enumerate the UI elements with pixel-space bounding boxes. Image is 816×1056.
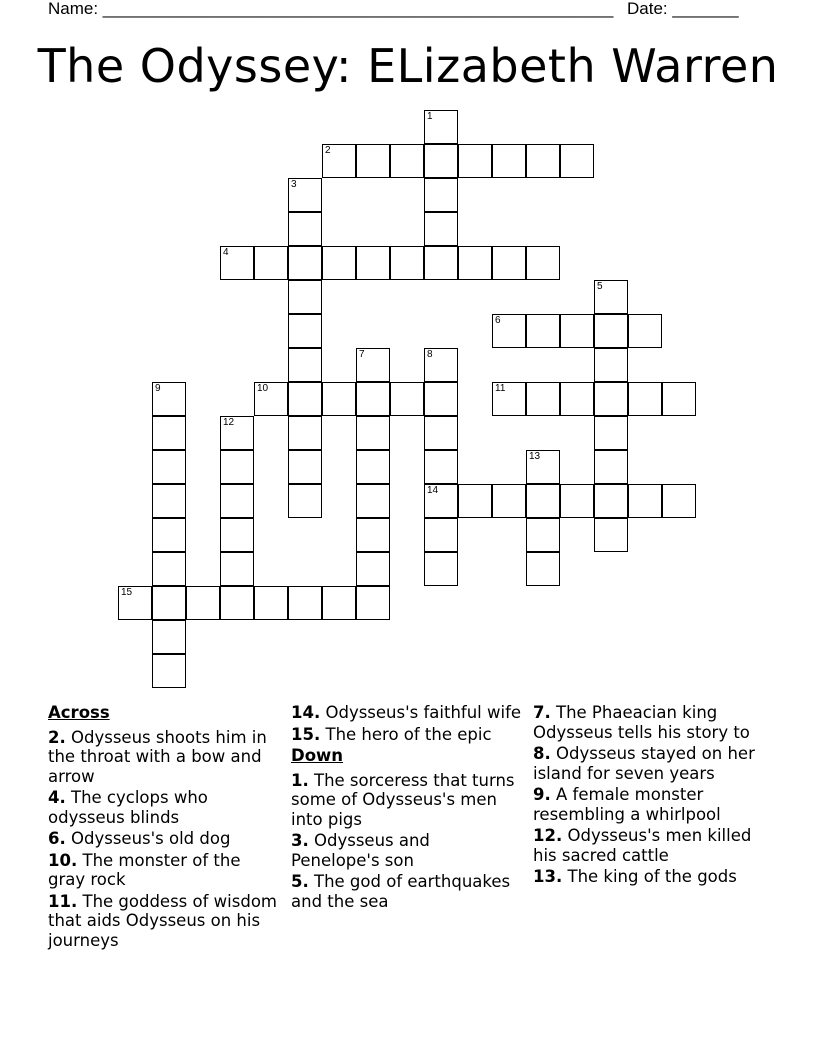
across-clue-6 xyxy=(48,829,280,849)
cell-number: 10 xyxy=(257,383,269,394)
grid-cell[interactable] xyxy=(152,416,186,450)
grid-cell[interactable] xyxy=(356,246,390,280)
grid-cell[interactable] xyxy=(594,280,628,314)
grid-cell[interactable] xyxy=(424,348,458,382)
grid-cell[interactable] xyxy=(424,552,458,586)
across-clue-10 xyxy=(48,851,280,890)
grid-cell[interactable] xyxy=(118,586,152,620)
clue-column-3 xyxy=(533,703,773,889)
grid-cell[interactable] xyxy=(492,246,526,280)
clue-number: 5. xyxy=(291,872,309,891)
grid-cell[interactable] xyxy=(322,586,356,620)
down-clue-8 xyxy=(533,744,773,783)
grid-cell[interactable] xyxy=(594,416,628,450)
grid-cell[interactable] xyxy=(560,314,594,348)
grid-cell[interactable] xyxy=(424,246,458,280)
grid-cell[interactable] xyxy=(152,518,186,552)
across-clue-4 xyxy=(48,788,280,827)
cell-number: 5 xyxy=(597,281,603,292)
clue-number: 2. xyxy=(48,727,66,747)
grid-cell[interactable] xyxy=(220,518,254,552)
grid-cell[interactable] xyxy=(288,484,322,518)
grid-cell[interactable] xyxy=(152,450,186,484)
grid-cell[interactable] xyxy=(322,246,356,280)
grid-cell[interactable] xyxy=(458,484,492,518)
grid-cell[interactable] xyxy=(288,348,322,382)
grid-cell[interactable] xyxy=(390,246,424,280)
cell-number: 3 xyxy=(291,179,297,190)
grid-cell[interactable] xyxy=(288,178,322,212)
clue-text: The Phaeacian king Odysseus tells his story to xyxy=(533,703,750,742)
grid-cell[interactable] xyxy=(526,518,560,552)
clue-text: Odysseus and Penelope's son xyxy=(291,831,430,870)
grid-cell[interactable] xyxy=(220,586,254,620)
down-clue-12 xyxy=(533,826,773,865)
across-clue-15 xyxy=(291,725,523,745)
grid-cell[interactable] xyxy=(424,110,458,144)
cell-number: 9 xyxy=(155,383,161,394)
clue-text: Odysseus's men killed his sacred cattle xyxy=(533,826,752,865)
grid-cell[interactable] xyxy=(458,246,492,280)
grid-cell[interactable] xyxy=(594,382,628,416)
clue-text: The goddess of wisdom that aids Odysseus on his journeys xyxy=(48,891,277,950)
cell-number: 8 xyxy=(427,349,433,360)
grid-cell[interactable] xyxy=(526,144,560,178)
clue-text: The hero of the epic xyxy=(325,724,492,744)
grid-cell[interactable] xyxy=(254,382,288,416)
clue-column-2 xyxy=(291,703,523,913)
across-clue-2 xyxy=(48,728,280,787)
grid-cell[interactable] xyxy=(152,484,186,518)
clue-number: 9. xyxy=(533,785,551,804)
clue-number: 6. xyxy=(48,829,66,848)
down-clue-3 xyxy=(291,831,523,870)
grid-cell[interactable] xyxy=(560,144,594,178)
grid-cell[interactable] xyxy=(220,246,254,280)
clue-text: The god of earthquakes and the sea xyxy=(291,872,511,911)
cell-number: 12 xyxy=(223,417,235,428)
grid-cell[interactable] xyxy=(356,382,390,416)
cell-number: 11 xyxy=(495,383,506,394)
clue-number: 7. xyxy=(533,703,551,722)
clue-number: 4. xyxy=(48,788,66,807)
clue-text: The monster of the gray rock xyxy=(48,850,241,889)
grid-cell[interactable] xyxy=(594,450,628,484)
clue-text: The sorceress that turns some of Odysseus's men into pigs xyxy=(291,770,515,829)
grid-cell[interactable] xyxy=(628,484,662,518)
grid-cell[interactable] xyxy=(526,552,560,586)
grid-cell[interactable] xyxy=(152,586,186,620)
grid-cell[interactable] xyxy=(662,382,696,416)
grid-cell[interactable] xyxy=(356,450,390,484)
grid-cell[interactable] xyxy=(288,314,322,348)
clue-text: Odysseus's old dog xyxy=(71,829,231,848)
cell-number: 6 xyxy=(495,315,501,326)
down-clue-7 xyxy=(533,703,773,742)
grid-cell[interactable] xyxy=(492,484,526,518)
grid-cell[interactable] xyxy=(288,416,322,450)
grid-cell[interactable] xyxy=(458,144,492,178)
grid-cell[interactable] xyxy=(390,382,424,416)
across-clue-11 xyxy=(48,892,280,951)
grid-cell[interactable] xyxy=(594,348,628,382)
grid-cell[interactable] xyxy=(356,144,390,178)
clue-number: 11. xyxy=(48,891,78,911)
grid-cell[interactable] xyxy=(492,314,526,348)
name-field-line: Name: ______________________________________________________ xyxy=(48,0,614,18)
grid-cell[interactable] xyxy=(594,314,628,348)
grid-cell[interactable] xyxy=(526,382,560,416)
clue-text: Odysseus's faithful wife xyxy=(325,703,522,722)
grid-cell[interactable] xyxy=(356,484,390,518)
cell-number: 15 xyxy=(121,587,133,598)
grid-cell[interactable] xyxy=(254,246,288,280)
grid-cell[interactable] xyxy=(424,416,458,450)
grid-cell[interactable] xyxy=(424,382,458,416)
clue-text: The king of the gods xyxy=(567,867,737,886)
grid-cell[interactable] xyxy=(152,620,186,654)
cell-number: 1 xyxy=(427,111,433,122)
grid-cell[interactable] xyxy=(492,144,526,178)
down-clue-13 xyxy=(533,867,773,887)
grid-cell[interactable] xyxy=(424,484,458,518)
clue-number: 10. xyxy=(48,850,78,870)
cell-number: 14 xyxy=(427,485,439,496)
grid-cell[interactable] xyxy=(220,552,254,586)
grid-cell[interactable] xyxy=(152,552,186,586)
down-clue-5 xyxy=(291,872,523,911)
grid-cell[interactable] xyxy=(220,484,254,518)
date-field-line: Date: _______ xyxy=(627,0,739,18)
grid-cell[interactable] xyxy=(628,382,662,416)
grid-cell[interactable] xyxy=(288,382,322,416)
grid-cell[interactable] xyxy=(424,178,458,212)
grid-cell[interactable] xyxy=(526,246,560,280)
grid-cell[interactable] xyxy=(628,314,662,348)
grid-cell[interactable] xyxy=(220,416,254,450)
grid-cell[interactable] xyxy=(390,144,424,178)
grid-cell[interactable] xyxy=(288,280,322,314)
grid-cell[interactable] xyxy=(356,586,390,620)
grid-cell[interactable] xyxy=(288,586,322,620)
grid-cell[interactable] xyxy=(322,144,356,178)
clue-text: The cyclops who odysseus blinds xyxy=(48,788,208,827)
grid-cell[interactable] xyxy=(594,484,628,518)
clue-number: 8. xyxy=(533,744,551,763)
down-clue-1 xyxy=(291,771,523,830)
grid-cell[interactable] xyxy=(526,484,560,518)
grid-cell[interactable] xyxy=(424,212,458,246)
across-heading: Across xyxy=(48,703,110,722)
clue-text: Odysseus stayed on her island for seven years xyxy=(533,744,755,783)
grid-cell[interactable] xyxy=(526,314,560,348)
across-clue-14 xyxy=(291,703,523,723)
page-title: The Odyssey: ELizabeth Warren xyxy=(37,39,779,93)
clue-number: 13. xyxy=(533,867,563,886)
grid-cell[interactable] xyxy=(662,484,696,518)
clue-column-1 xyxy=(48,703,280,952)
grid-cell[interactable] xyxy=(288,246,322,280)
grid-cell[interactable] xyxy=(356,348,390,382)
clue-number: 3. xyxy=(291,831,309,850)
grid-cell[interactable] xyxy=(526,450,560,484)
cell-number: 13 xyxy=(529,451,541,462)
cell-number: 4 xyxy=(223,247,229,258)
cell-number: 2 xyxy=(325,145,331,156)
grid-cell[interactable] xyxy=(288,212,322,246)
grid-cell[interactable] xyxy=(492,382,526,416)
clue-text: A female monster resembling a whirlpool xyxy=(533,785,721,824)
grid-cell[interactable] xyxy=(288,450,322,484)
grid-cell[interactable] xyxy=(152,382,186,416)
clue-number: 15. xyxy=(291,724,321,744)
grid-cell[interactable] xyxy=(356,416,390,450)
grid-cell[interactable] xyxy=(594,518,628,552)
grid-cell[interactable] xyxy=(424,144,458,178)
clue-number: 12. xyxy=(533,826,563,845)
cell-number: 7 xyxy=(359,349,365,360)
down-heading: Down xyxy=(291,746,344,765)
grid-cell[interactable] xyxy=(186,586,220,620)
down-clue-9 xyxy=(533,785,773,824)
grid-cell[interactable] xyxy=(560,382,594,416)
clue-text: Odysseus shoots him in the throat with a bow and arrow xyxy=(48,727,267,786)
clue-number: 14. xyxy=(291,703,321,722)
grid-cell[interactable] xyxy=(254,586,288,620)
grid-cell[interactable] xyxy=(424,518,458,552)
grid-cell[interactable] xyxy=(322,382,356,416)
grid-cell[interactable] xyxy=(356,518,390,552)
grid-cell[interactable] xyxy=(560,484,594,518)
grid-cell[interactable] xyxy=(356,552,390,586)
grid-cell[interactable] xyxy=(424,450,458,484)
grid-cell[interactable] xyxy=(220,450,254,484)
grid-cell[interactable] xyxy=(152,654,186,688)
clue-number: 1. xyxy=(291,770,309,790)
